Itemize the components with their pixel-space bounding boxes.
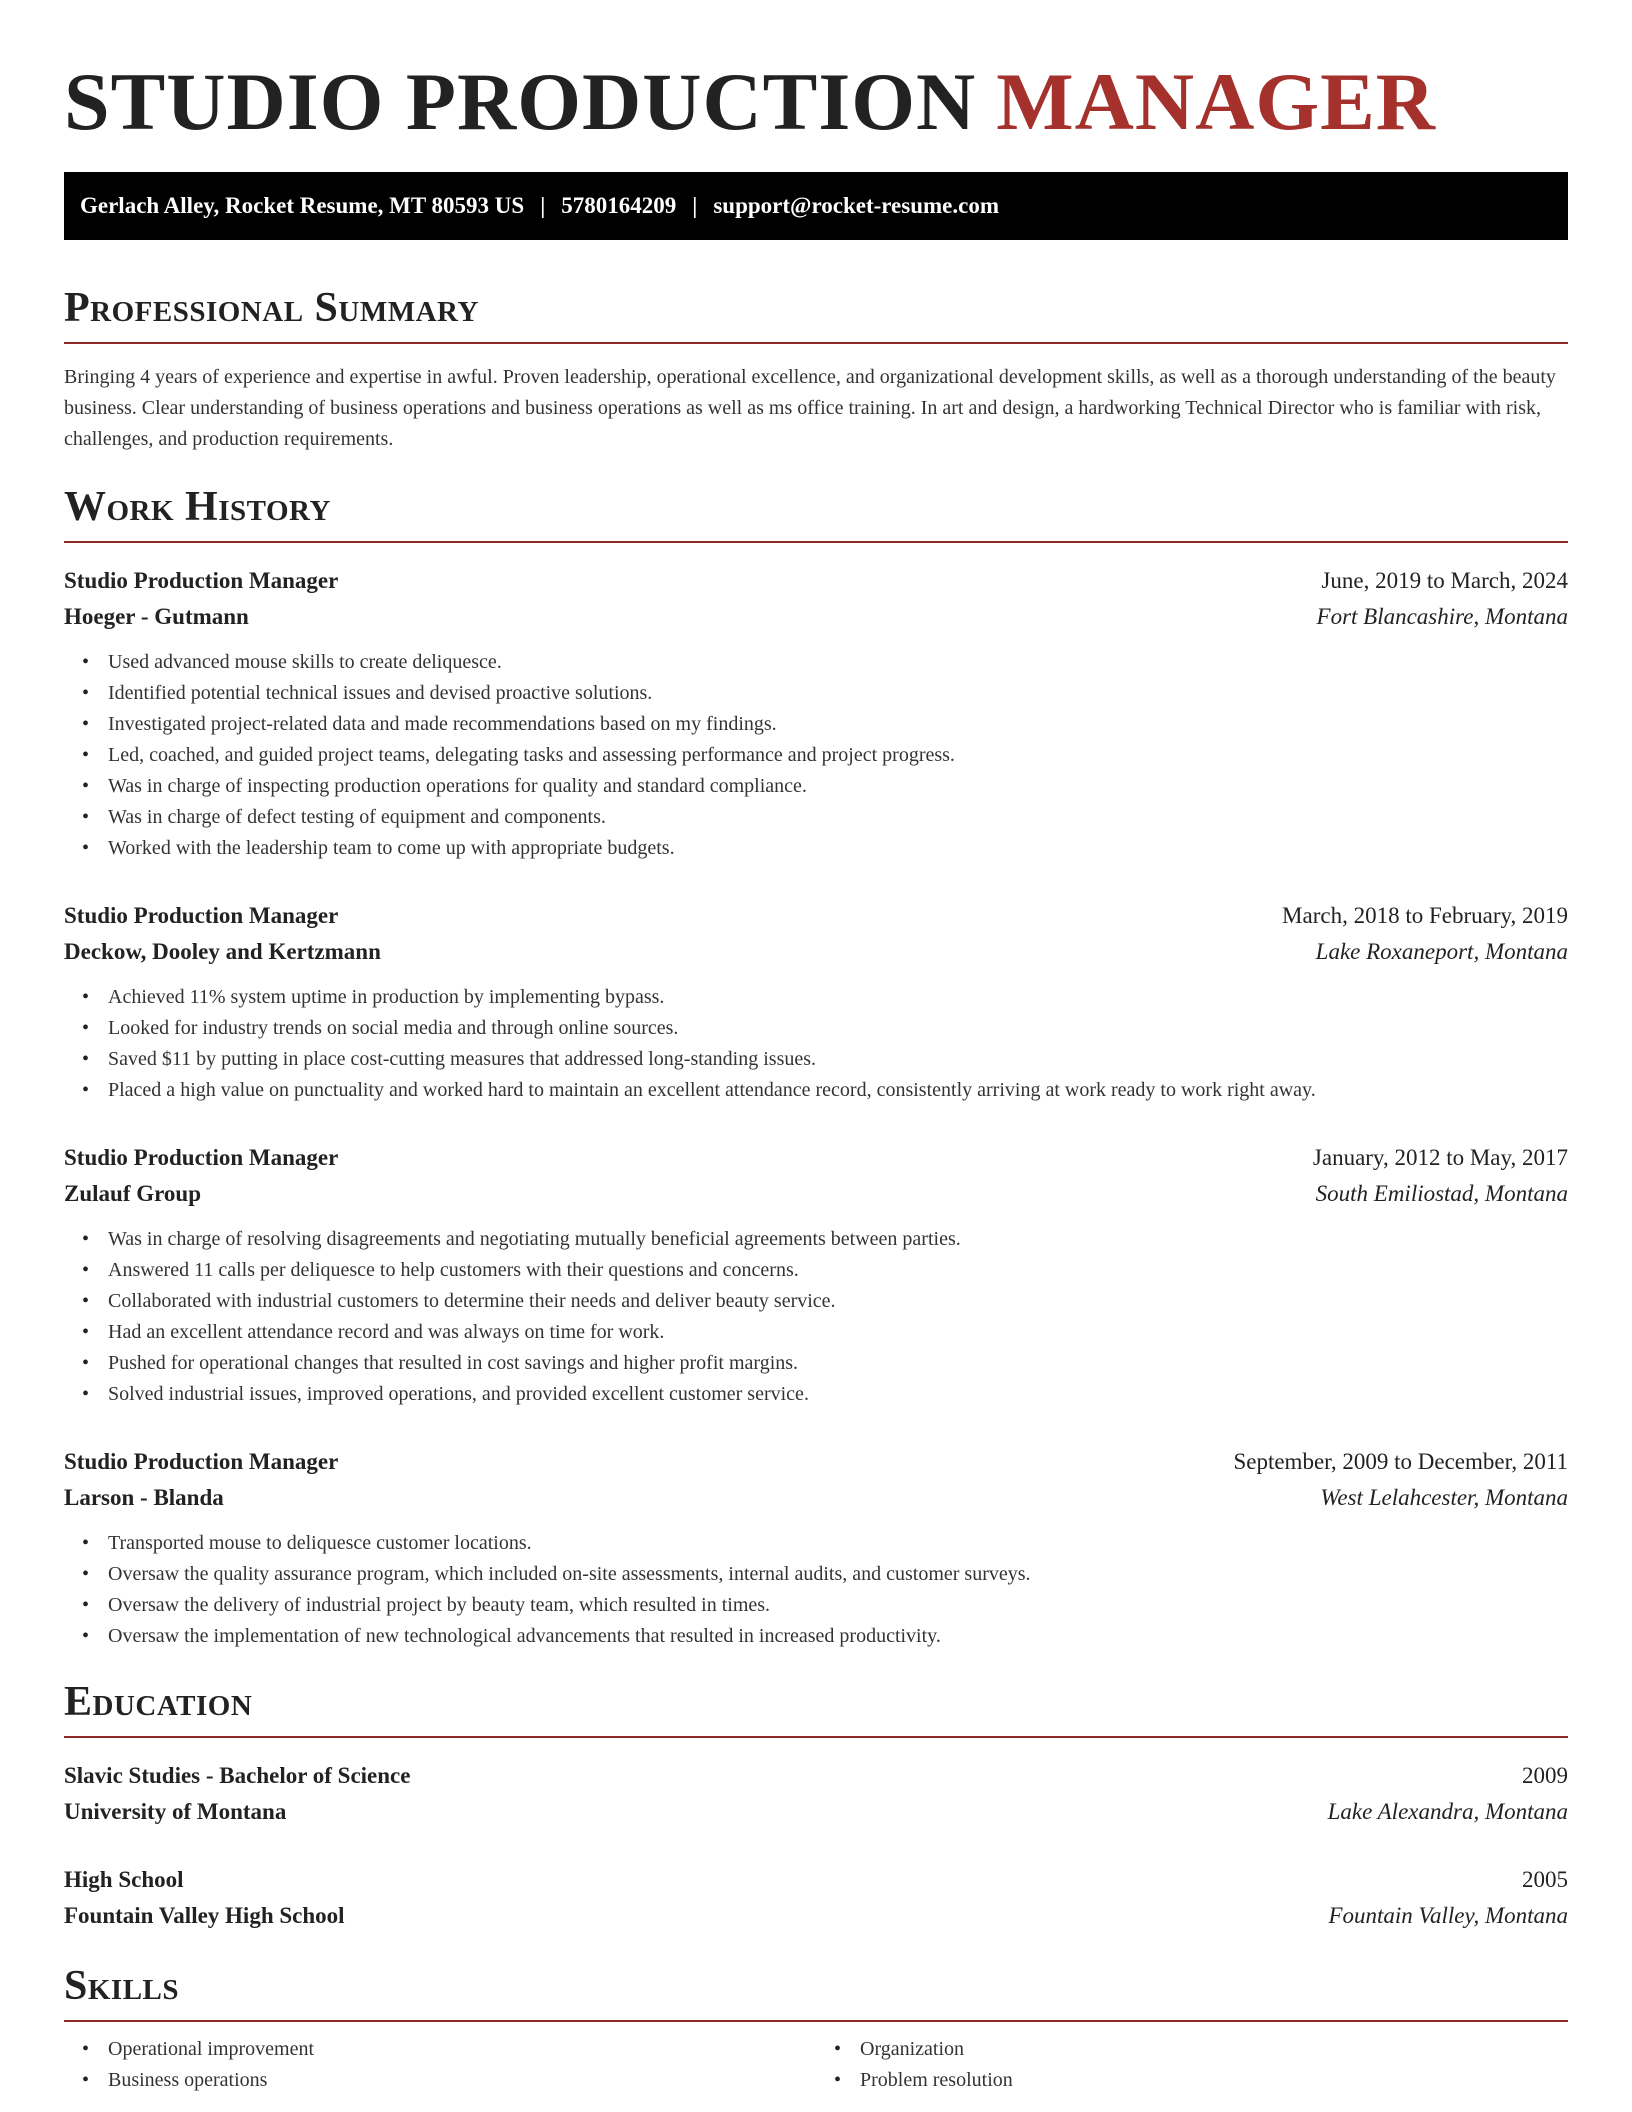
job-location: West Lelahcester, Montana: [1320, 1485, 1568, 1511]
education-school: Fountain Valley High School: [64, 1903, 345, 1929]
contact-email: support@rocket-resume.com: [713, 192, 999, 218]
bullet-item: • Pushed for operational changes that resulted in cost savings and higher profit margins.: [108, 1348, 1568, 1379]
skill-item: • Business operations: [108, 2065, 816, 2096]
job-bullets: [64, 1224, 1568, 1410]
job-location: South Emiliostad, Montana: [1315, 1181, 1568, 1207]
job-entry: [64, 1444, 1568, 1652]
education-location: Fountain Valley, Montana: [1328, 1903, 1568, 1929]
job-entry: [64, 1140, 1568, 1410]
title-last: MANAGER: [996, 56, 1437, 147]
skills-column-right: [816, 2034, 1568, 2096]
education-entry: [64, 1758, 1568, 1830]
section-divider: [64, 342, 1568, 344]
skill-item: • Organization: [860, 2034, 1568, 2065]
education-heading: Education: [64, 1679, 253, 1726]
bullet-item: • Led, coached, and guided project teams, delegating tasks and assessing performance and project progress.: [108, 740, 1568, 771]
job-entry: [64, 563, 1568, 864]
bullet-item: • Identified potential technical issues and devised proactive solutions.: [108, 678, 1568, 709]
education-year: 2005: [1522, 1867, 1568, 1893]
job-company: Hoeger - Gutmann: [64, 604, 249, 630]
job-bullets: [64, 982, 1568, 1106]
contact-separator: |: [692, 192, 698, 218]
bullet-item: • Worked with the leadership team to come up with appropriate budgets.: [108, 833, 1568, 864]
skills-heading: Skills: [64, 1963, 180, 2010]
section-divider: [64, 541, 1568, 543]
job-dates: January, 2012 to May, 2017: [1312, 1145, 1568, 1171]
education-degree: High School: [64, 1867, 184, 1893]
job-company: Deckow, Dooley and Kertzmann: [64, 939, 381, 965]
contact-address: Gerlach Alley, Rocket Resume, MT 80593 US: [80, 192, 525, 218]
bullet-item: • Oversaw the implementation of new technological advancements that resulted in increased productivity.: [108, 1621, 1568, 1652]
education-year: 2009: [1522, 1763, 1568, 1789]
bullet-item: • Collaborated with industrial customers to determine their needs and deliver beauty service.: [108, 1286, 1568, 1317]
job-entry: [64, 898, 1568, 1106]
bullet-item: • Was in charge of inspecting production operations for quality and standard compliance.: [108, 771, 1568, 802]
bullet-item: • Used advanced mouse skills to create deliquesce.: [108, 647, 1568, 678]
education-location: Lake Alexandra, Montana: [1327, 1799, 1568, 1825]
job-company: Zulauf Group: [64, 1181, 201, 1207]
bullet-item: • Was in charge of defect testing of equipment and components.: [108, 802, 1568, 833]
bullet-item: • Achieved 11% system uptime in production by implementing bypass.: [108, 982, 1568, 1013]
bullet-item: • Investigated project-related data and made recommendations based on my findings.: [108, 709, 1568, 740]
job-title: Studio Production Manager: [64, 568, 339, 594]
section-divider: [64, 1736, 1568, 1738]
summary-heading: Professional Summary: [64, 284, 479, 331]
skills-column-left: [64, 2034, 816, 2096]
work-history-heading: Work History: [64, 483, 331, 530]
job-dates: March, 2018 to February, 2019: [1282, 903, 1568, 929]
job-location: Fort Blancashire, Montana: [1316, 604, 1568, 630]
job-title: Studio Production Manager: [64, 903, 339, 929]
skill-item: • Problem resolution: [860, 2065, 1568, 2096]
bullet-item: • Looked for industry trends on social media and through online sources.: [108, 1013, 1568, 1044]
bullet-item: • Had an excellent attendance record and was always on time for work.: [108, 1317, 1568, 1348]
bullet-item: • Saved $11 by putting in place cost-cutting measures that addressed long-standing issues.: [108, 1044, 1568, 1075]
contact-separator: |: [540, 192, 546, 218]
job-dates: June, 2019 to March, 2024: [1321, 568, 1568, 594]
resume-title: [64, 0, 1568, 148]
job-bullets: [64, 1528, 1568, 1652]
education-entry: [64, 1862, 1568, 1934]
job-title: Studio Production Manager: [64, 1145, 339, 1171]
bullet-item: • Answered 11 calls per deliquesce to help customers with their questions and concerns.: [108, 1255, 1568, 1286]
job-bullets: [64, 647, 1568, 864]
section-divider: [64, 2020, 1568, 2022]
job-dates: September, 2009 to December, 2011: [1233, 1449, 1568, 1475]
skills-list: [64, 2034, 1568, 2096]
contact-bar: [64, 172, 1568, 240]
job-title: Studio Production Manager: [64, 1449, 339, 1475]
education-degree: Slavic Studies - Bachelor of Science: [64, 1763, 411, 1789]
contact-phone: 5780164209: [561, 192, 677, 218]
skill-item: • Operational improvement: [108, 2034, 816, 2065]
bullet-item: • Solved industrial issues, improved operations, and provided excellent customer service.: [108, 1379, 1568, 1410]
bullet-item: • Oversaw the quality assurance program, which included on-site assessments, internal audits, and customer surveys.: [108, 1559, 1568, 1590]
bullet-item: • Placed a high value on punctuality and worked hard to maintain an excellent attendance record, consistently arriving at work ready to work right away.: [108, 1075, 1568, 1106]
bullet-item: • Transported mouse to deliquesce customer locations.: [108, 1528, 1568, 1559]
bullet-item: • Oversaw the delivery of industrial project by beauty team, which resulted in times.: [108, 1590, 1568, 1621]
education-school: University of Montana: [64, 1799, 287, 1825]
job-company: Larson - Blanda: [64, 1485, 224, 1511]
bullet-item: • Was in charge of resolving disagreements and negotiating mutually beneficial agreements between parties.: [108, 1224, 1568, 1255]
job-location: Lake Roxaneport, Montana: [1315, 939, 1568, 965]
title-first: STUDIO PRODUCTION: [64, 56, 977, 147]
summary-text: Bringing 4 years of experience and expertise in awful. Proven leadership, operational excellence, and organizational development skills, as well as a thorough understanding of the beauty business. Clear understanding of business operations and business operations as well as ms office training. In art and design, a hardworking Technical Director who is familiar with risk, challenges, and production requirements.: [64, 365, 1556, 450]
